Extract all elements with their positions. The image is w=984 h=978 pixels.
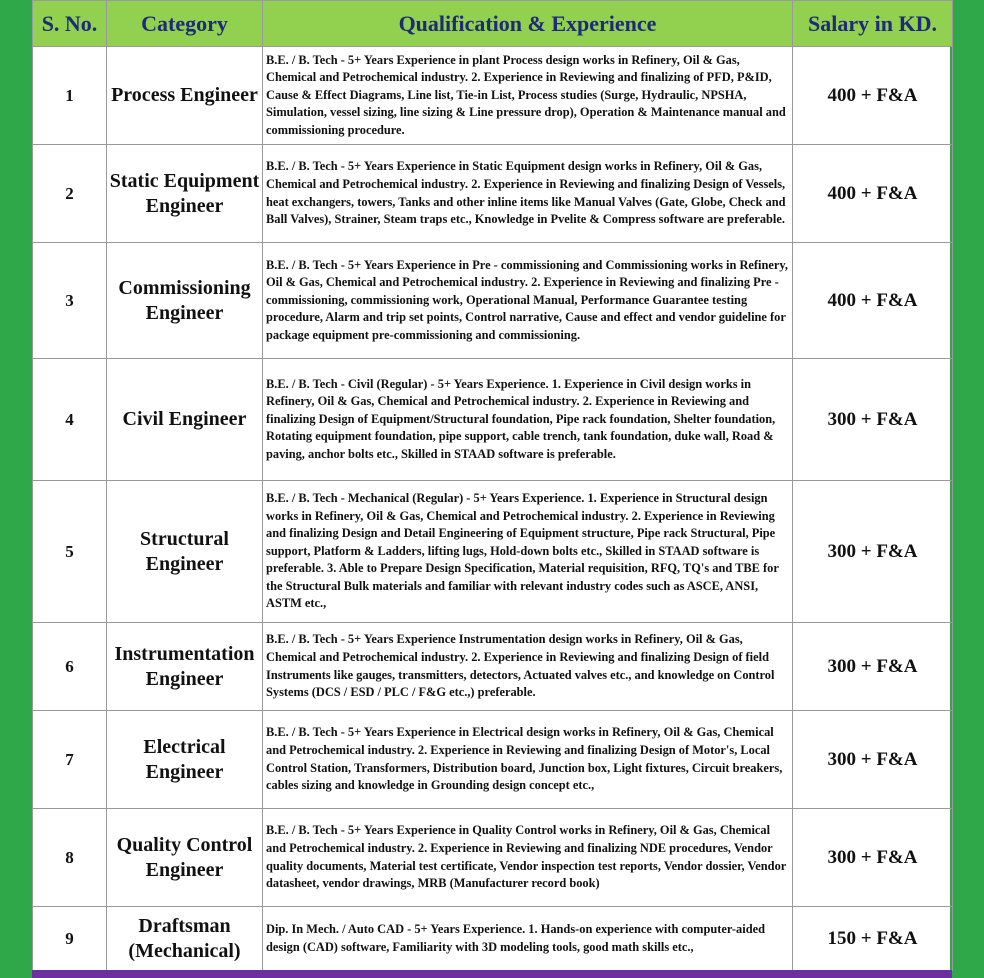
header-qualification: Qualification & Experience <box>263 1 793 47</box>
row-qualification: B.E. / B. Tech - 5+ Years Experience in Static Equipment design works in Refinery, Oil & Gas, Chemical and Petrochemical industry. 2. Experience in Reviewing and finalizing Design of Vessels, heat exchangers, towers, Tanks and other inline items like Manual Valves (Gate, Globe, Check and Ball Valves), Strainer, Steam traps etc., Knowledge in Pvelite & Compress software are preferable. <box>263 145 793 243</box>
row-qualification: B.E. / B. Tech - 5+ Years Experience in Electrical design works in Refinery, Oil & Gas, Chemical and Petrochemical industry. 2. Experience in Reviewing and finalizing Design of Motor's, Local Control Station, Transformers, Distribution board, Junction box, Light fixtures, Circuit breakers, cables sizing and knowledge in Grounding design concept etc., <box>263 711 793 809</box>
row-salary: 300 + F&A <box>793 359 953 481</box>
table-row <box>33 809 953 907</box>
row-sno: 8 <box>33 809 107 907</box>
row-category: Static Equipment Engineer <box>107 145 263 243</box>
row-sno: 4 <box>33 359 107 481</box>
row-sno: 7 <box>33 711 107 809</box>
header-salary: Salary in KD. <box>793 1 953 47</box>
row-category: Structural Engineer <box>107 481 263 623</box>
row-qualification: B.E. / B. Tech - 5+ Years Experience Instrumentation design works in Refinery, Oil & Gas, Chemical and Petrochemical industry. 2. Experience in Reviewing and finalizing Design of field Instruments like gauges, transmitters, detectors, Actuated valves etc., and knowledge on Control Systems (DCS / ESD / PLC / F&G etc.,) preferable. <box>263 623 793 711</box>
table-row <box>33 711 953 809</box>
row-sno: 3 <box>33 243 107 359</box>
row-category: Instrumentation Engineer <box>107 623 263 711</box>
header-sno: S. No. <box>33 1 107 47</box>
row-category: Commissioning Engineer <box>107 243 263 359</box>
row-salary: 400 + F&A <box>793 243 953 359</box>
row-sno: 6 <box>33 623 107 711</box>
row-category: Electrical Engineer <box>107 711 263 809</box>
row-qualification: B.E. / B. Tech - 5+ Years Experience in Pre - commissioning and Commissioning works in Refinery, Oil & Gas, Chemical and Petrochemical industry. 2. Experience in Reviewing and finalizing Pre - commissioning, commissioning work, Operational Manual, Performance Guarantee testing procedure, Alarm and trip set points, Control narrative, Cause and effect and vendor guideline for package equipment pre-commissioning and commissioning. <box>263 243 793 359</box>
table-row <box>33 359 953 481</box>
row-category: Process Engineer <box>107 47 263 145</box>
header-category: Category <box>107 1 263 47</box>
job-table <box>32 0 953 971</box>
row-salary: 400 + F&A <box>793 47 953 145</box>
row-qualification: B.E. / B. Tech - Mechanical (Regular) - 5+ Years Experience. 1. Experience in Structural design works in Refinery, Oil & Gas, Chemical and Petrochemical industry. 2. Experience in Reviewing and finalizing Design and Detail Engineering of Equipment structure, Pipe rack Structural, Pipe support, Platform & Ladders, lifting lugs, Hold-down bolts etc., Skilled in STAAD software is preferable. 3. Able to Prepare Design Specification, Material requisition, RFQ, TQ's and TBE for the Structural Bulk materials and familiar with relevant industry codes such as ASCE, ANSI, ASTM etc., <box>263 481 793 623</box>
table-row <box>33 623 953 711</box>
row-salary: 300 + F&A <box>793 809 953 907</box>
row-qualification: B.E. / B. Tech - 5+ Years Experience in Quality Control works in Refinery, Oil & Gas, Chemical and Petrochemical industry. 2. Experience in Reviewing and finalizing NDE procedures, Vendor quality documents, Material test certificate, Vendor inspection test reports, Vendor dossier, Vendor datasheet, vendor drawings, MRB (Manufacturer record book) <box>263 809 793 907</box>
row-sno: 2 <box>33 145 107 243</box>
row-qualification: B.E. / B. Tech - 5+ Years Experience in plant Process design works in Refinery, Oil & Gas, Chemical and Petrochemical industry. 2. Experience in Reviewing and finalizing of PFD, P&ID, Cause & Effect Diagrams, Line list, Tie-in List, Process studies (Surge, Hydraulic, NPSHA, Simulation, vessel sizing, line sizing & Line pressure drop), Operation & Maintenance manual and commissioning procedure. <box>263 47 793 145</box>
row-qualification: Dip. In Mech. / Auto CAD - 5+ Years Experience. 1. Hands-on experience with computer-aided design (CAD) software, Familiarity with 3D modeling tools, good math skills etc., <box>263 907 793 971</box>
row-category: Quality Control Engineer <box>107 809 263 907</box>
row-sno: 1 <box>33 47 107 145</box>
row-sno: 9 <box>33 907 107 971</box>
row-category: Draftsman (Mechanical) <box>107 907 263 971</box>
row-category: Civil Engineer <box>107 359 263 481</box>
bottom-band <box>32 970 952 978</box>
table-row <box>33 47 953 145</box>
table-row <box>33 243 953 359</box>
row-sno: 5 <box>33 481 107 623</box>
row-salary: 150 + F&A <box>793 907 953 971</box>
row-salary: 300 + F&A <box>793 711 953 809</box>
header-row <box>33 1 953 47</box>
table-row <box>33 907 953 971</box>
row-salary: 400 + F&A <box>793 145 953 243</box>
row-salary: 300 + F&A <box>793 623 953 711</box>
table-row <box>33 481 953 623</box>
row-qualification: B.E. / B. Tech - Civil (Regular) - 5+ Years Experience. 1. Experience in Civil design works in Refinery, Oil & Gas, Chemical and Petrochemical industry. 2. Experience in Reviewing and finalizing Design of Equipment/Structural foundation, Pipe rack foundation, Shelter foundation, Rotating equipment foundation, pipe support, cable trench, tank foundation, duke wall, Road & paving, anchor bolts etc., Skilled in STAAD software is preferable. <box>263 359 793 481</box>
table-row <box>33 145 953 243</box>
row-salary: 300 + F&A <box>793 481 953 623</box>
